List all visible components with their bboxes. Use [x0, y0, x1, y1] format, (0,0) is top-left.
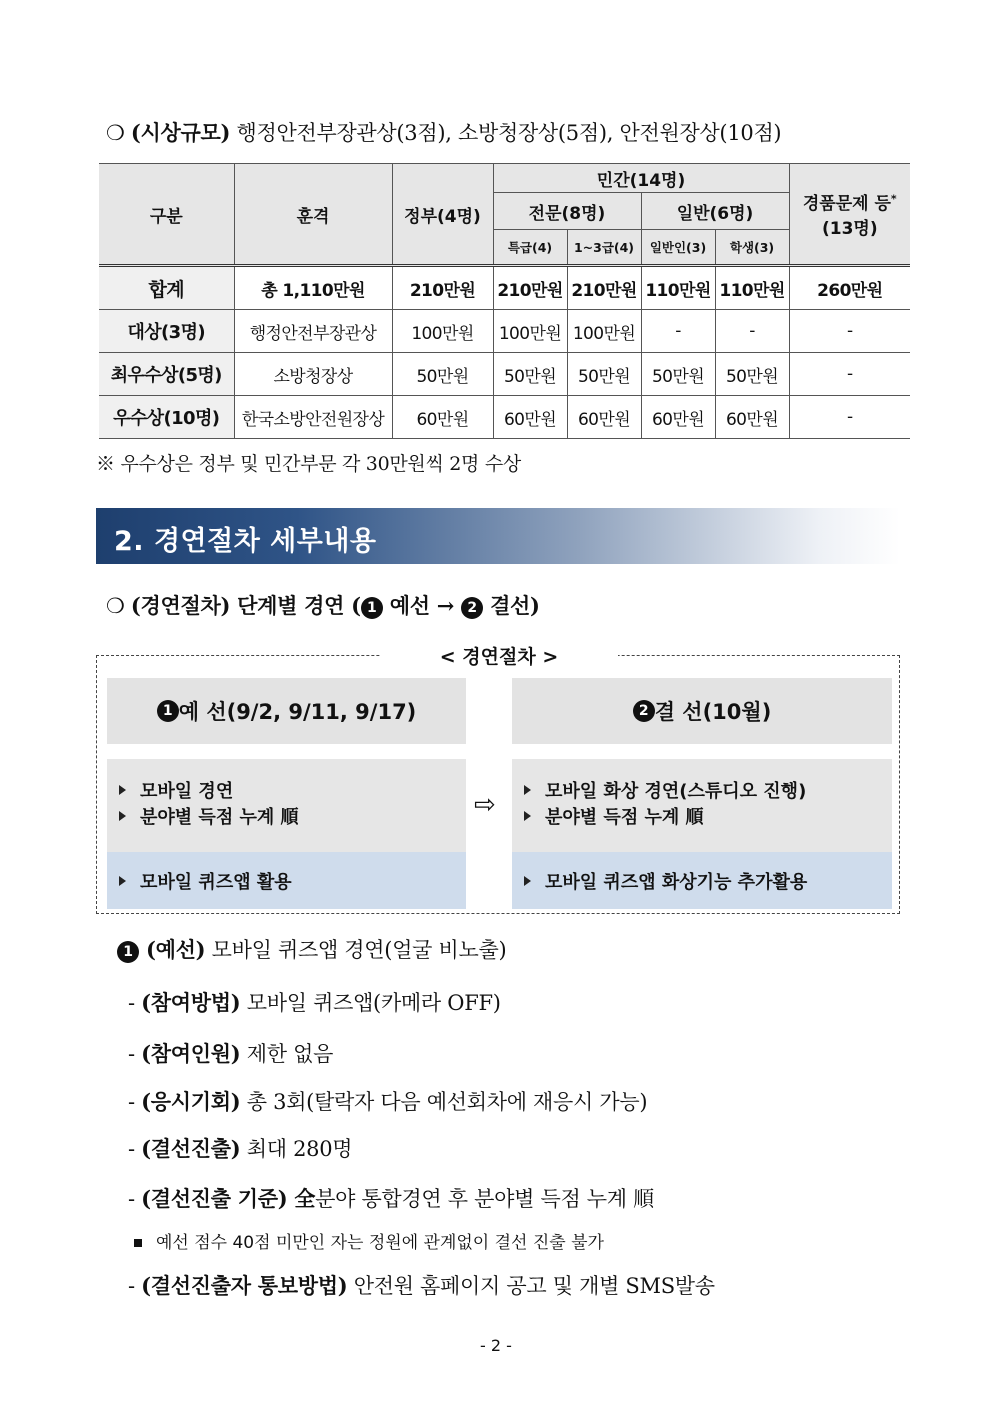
preliminary-app-text: 모바일 퀴즈앱 활용 [140, 871, 292, 893]
square-note [134, 1228, 604, 1253]
number-two-icon: 2 [461, 597, 483, 619]
table-footnote: ※ 우수상은 정부 및 민간부문 각 30만원씩 2명 수상 [96, 453, 521, 475]
item-label: (응시기회) [141, 1089, 241, 1114]
header-government: 정부(4명) [392, 164, 493, 266]
cell-special: 210만원 [493, 266, 567, 310]
preliminary-stage-title: 예 선(9/2, 9/11, 9/17) [178, 700, 417, 724]
cell-grade: 100만원 [567, 310, 641, 353]
preliminary-stage-body [107, 759, 466, 852]
header-rank: 훈격 [234, 164, 392, 266]
header-student: 학생(3) [715, 230, 789, 266]
list-item [128, 1086, 647, 1116]
dash-marker: - [128, 1137, 142, 1161]
list-item [128, 987, 501, 1017]
square-note-text: 예선 점수 40점 미만인 자는 정원에 관계없이 결선 진출 불가 [156, 1233, 604, 1253]
procedure-heading-mid: 예선 → [382, 593, 462, 618]
list-item-text: 분야별 득점 누계 順 [140, 807, 299, 828]
procedure-heading-end: 결선) [483, 593, 540, 618]
cell-rank: 소방청장상 [234, 353, 392, 396]
triangle-bullet-icon [524, 876, 531, 886]
procedure-heading [106, 590, 540, 620]
cell-gov: 210만원 [392, 266, 493, 310]
square-bullet-icon [134, 1239, 142, 1247]
circle-marker-icon: ❍ [106, 594, 125, 618]
triangle-bullet-icon [119, 811, 126, 821]
award-scale-heading [106, 117, 781, 147]
cell-quiz: - [789, 396, 910, 439]
header-private: 민간(14명) [493, 164, 789, 193]
cell-student: - [715, 310, 789, 353]
item-label: (결선진출자 통보방법) [141, 1273, 348, 1298]
final-app-row [512, 852, 892, 909]
award-heading-label: (시상규모) [130, 120, 231, 145]
table-row [99, 353, 910, 396]
list-item [524, 777, 892, 803]
cell-public: 50만원 [641, 353, 715, 396]
list-item-text: 모바일 화상 경연(스튜디오 진행) [545, 781, 807, 802]
cell-rank: 총 1,110만원 [234, 266, 392, 310]
prize-table [99, 163, 910, 439]
table-row [99, 396, 910, 439]
header-prize-quiz-label: 경품문제 등 [802, 194, 891, 214]
section-title: 2. 경연절차 세부내용 [114, 526, 377, 557]
header-prize-quiz-count: (13명) [821, 219, 878, 239]
final-stage-header [512, 678, 892, 744]
item-text: 모바일 퀴즈앱(카메라 OFF) [240, 991, 501, 1015]
final-stage-body [512, 759, 892, 852]
number-one-icon: 1 [117, 941, 139, 963]
cell-quiz: - [789, 353, 910, 396]
list-item [524, 803, 892, 829]
cell-grade: 210만원 [567, 266, 641, 310]
item-label: (결선진출 기준) 全 [141, 1186, 316, 1211]
procedure-caption: < 경연절차 > [380, 638, 618, 669]
row-label: 대상(3명) [99, 310, 234, 353]
cell-rank: 한국소방안전원장상 [234, 396, 392, 439]
list-item-text: 모바일 경연 [140, 781, 234, 802]
table-row [99, 310, 910, 353]
row-label: 우수상(10명) [99, 396, 234, 439]
preliminary-app-row [107, 852, 466, 909]
row-label: 최우수상(5명) [99, 353, 234, 396]
circle-marker-icon: ❍ [106, 121, 125, 145]
cell-gov: 100만원 [392, 310, 493, 353]
triangle-bullet-icon [524, 811, 531, 821]
preliminary-stage-header [107, 678, 466, 744]
number-one-icon: 1 [157, 700, 179, 722]
list-item [119, 777, 466, 803]
cell-special: 100만원 [493, 310, 567, 353]
header-general: 일반(6명) [641, 193, 789, 230]
item-text: 총 3회(탈락자 다음 예선회차에 재응시 가능) [240, 1090, 648, 1114]
award-heading-text: 행정안전부장관상(3점), 소방청장상(5점), 안전원장상(10점) [230, 121, 782, 145]
item-label: (결선진출) [141, 1136, 241, 1161]
cell-grade: 60만원 [567, 396, 641, 439]
cell-quiz: - [789, 310, 910, 353]
triangle-bullet-icon [119, 876, 126, 886]
dash-marker: - [128, 1187, 142, 1211]
dash-marker: - [128, 1274, 142, 1298]
row-label: 합계 [99, 266, 234, 310]
header-expert: 전문(8명) [493, 193, 641, 230]
header-special-grade: 특급(4) [493, 230, 567, 266]
procedure-heading-label: (경연절차) [130, 593, 231, 618]
cell-public: 60만원 [641, 396, 715, 439]
cell-quiz: 260만원 [789, 266, 910, 310]
header-public: 일반인(3) [641, 230, 715, 266]
cell-grade: 50만원 [567, 353, 641, 396]
cell-public: 110만원 [641, 266, 715, 310]
preliminary-detail-text: 모바일 퀴즈앱 경연(얼굴 비노출) [205, 938, 507, 962]
item-label: (참여인원) [141, 1041, 241, 1066]
header-grade-1-3: 1~3급(4) [567, 230, 641, 266]
procedure-heading-text: 단계별 경연 ( [230, 593, 361, 618]
item-text: 최대 280명 [240, 1137, 353, 1161]
final-stage-title: 결 선(10월) [654, 700, 772, 724]
table-row-total [99, 266, 910, 310]
right-arrow-icon: ⇨ [474, 790, 496, 820]
dash-marker: - [128, 1090, 142, 1114]
cell-student: 50만원 [715, 353, 789, 396]
list-item-text: 분야별 득점 누계 順 [545, 807, 704, 828]
item-text: 안전원 홈페이지 공고 및 개별 SMS발송 [347, 1274, 715, 1298]
cell-public: - [641, 310, 715, 353]
cell-gov: 60만원 [392, 396, 493, 439]
dash-marker: - [128, 1042, 142, 1066]
dash-marker: - [128, 991, 142, 1015]
list-item [128, 1270, 715, 1300]
item-label: (참여방법) [141, 990, 241, 1015]
cell-student: 110만원 [715, 266, 789, 310]
number-two-icon: 2 [633, 700, 655, 722]
list-item [128, 1133, 352, 1163]
header-category: 구분 [99, 164, 234, 266]
preliminary-detail-heading [117, 934, 506, 964]
preliminary-detail-label: (예선) [139, 937, 206, 962]
header-prize-quiz [789, 164, 910, 266]
number-one-icon: 1 [361, 597, 383, 619]
item-text: 분야 통합경연 후 분야별 득점 누계 順 [315, 1187, 654, 1211]
cell-student: 60만원 [715, 396, 789, 439]
page-number: - 2 - [480, 1336, 512, 1355]
list-item [128, 1183, 654, 1213]
cell-special: 50만원 [493, 353, 567, 396]
list-item [119, 803, 466, 829]
cell-gov: 50만원 [392, 353, 493, 396]
triangle-bullet-icon [119, 785, 126, 795]
triangle-bullet-icon [524, 785, 531, 795]
cell-rank: 행정안전부장관상 [234, 310, 392, 353]
item-text: 제한 없음 [240, 1042, 334, 1066]
footnote-star: * [890, 192, 897, 206]
final-app-text: 모바일 퀴즈앱 화상기능 추가활용 [545, 871, 808, 893]
cell-special: 60만원 [493, 396, 567, 439]
list-item [128, 1038, 333, 1068]
